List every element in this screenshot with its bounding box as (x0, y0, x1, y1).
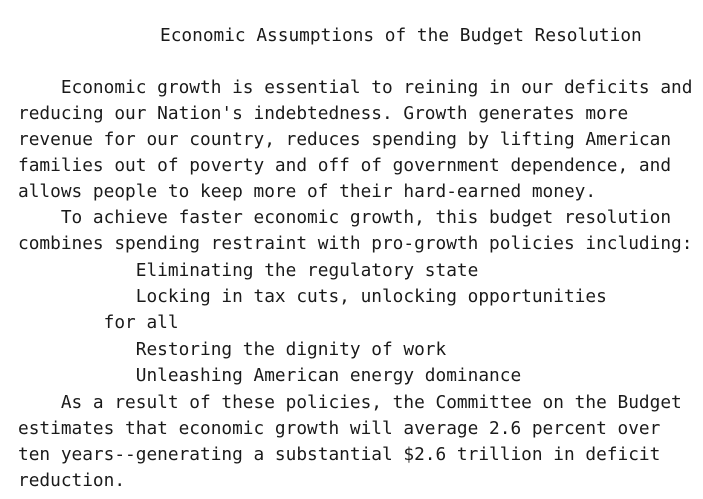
list-item-2-continued: for all (18, 312, 179, 333)
body-line-6: To achieve faster economic growth, this budget resolution (18, 207, 672, 228)
body-line-9: estimates that economic growth will average 2.6 percent over (18, 418, 661, 439)
body-line-7: combines spending restraint with pro-growth policies including: (18, 233, 693, 254)
body-line-5: allows people to keep more of their hard-earned money. (18, 181, 597, 202)
body-line-4: families out of poverty and off of government dependence, and (18, 155, 672, 176)
body-line-10: ten years--generating a substantial $2.6 trillion in deficit (18, 444, 661, 465)
body-line-1: Economic growth is essential to reining in our deficits and (18, 77, 693, 98)
body-line-3: revenue for our country, reduces spending by lifting American (18, 129, 672, 150)
body-line-8: As a result of these policies, the Committee on the Budget (18, 392, 682, 413)
document-title: Economic Assumptions of the Budget Resolution (160, 25, 642, 46)
body-line-2: reducing our Nation's indebtedness. Growth generates more (18, 103, 629, 124)
list-item-2: Locking in tax cuts, unlocking opportunities (18, 286, 607, 307)
body-line-11: reduction. (18, 470, 126, 491)
list-item-4: Unleashing American energy dominance (18, 365, 522, 386)
list-item-1: Eliminating the regulatory state (18, 260, 479, 281)
list-item-3: Restoring the dignity of work (18, 339, 447, 360)
